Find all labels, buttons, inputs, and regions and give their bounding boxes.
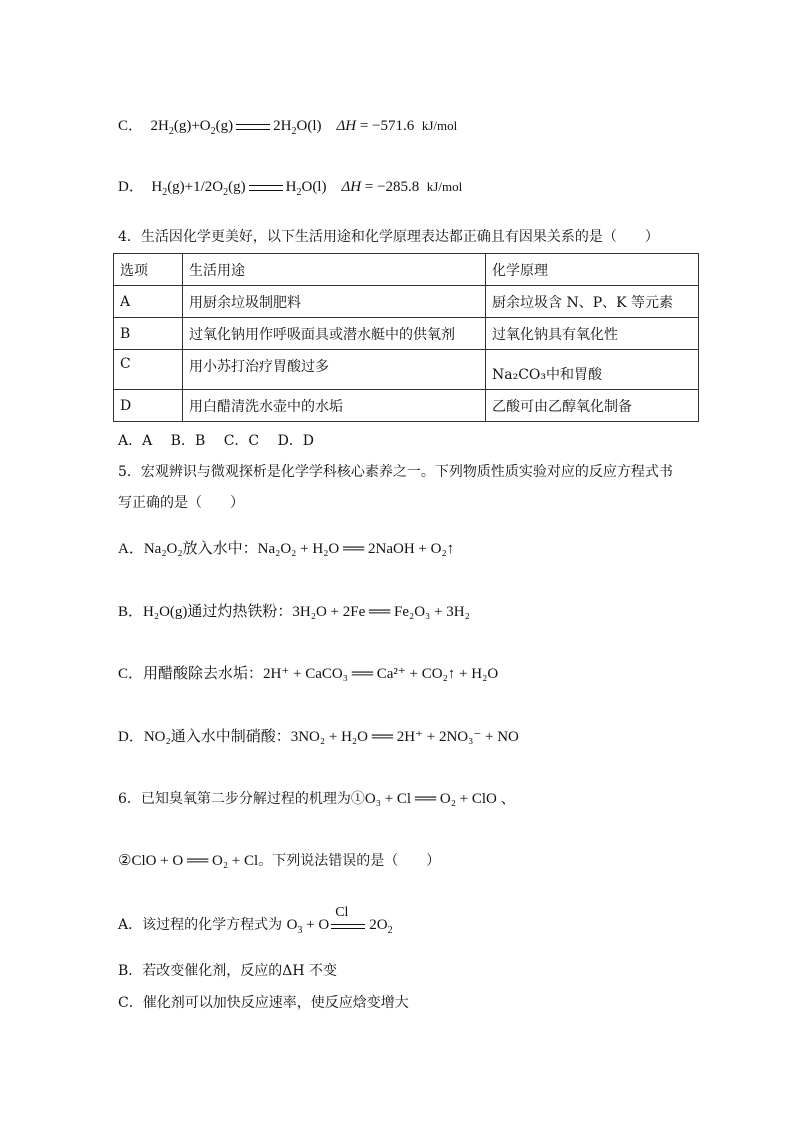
question-5-line-2: 写正确的是（ ） xyxy=(118,495,244,511)
table-cell: 用小苏打治疗胃酸过多 xyxy=(183,350,486,390)
table-header-row xyxy=(114,254,699,286)
table-cell: 用厨余垃圾制肥料 xyxy=(183,286,486,318)
question-5-line-1: 5．宏观辨识与微观探析是化学学科核心素养之一。下列物质性质实验对应的反应方程式书 xyxy=(118,464,673,480)
table-cell: 用白醋清洗水壶中的水垢 xyxy=(183,390,486,422)
catalyst-arrow: Cl xyxy=(329,915,369,935)
q5-option-d: D．NO₂通入水中制硝酸：3NO₂ + H₂O ══ 2H⁺ + 2NO₃⁻ + NO xyxy=(118,729,519,745)
q6-option-b: B．若改变催化剂，反应的ΔH 不变 xyxy=(118,963,338,979)
table-cell: D xyxy=(114,390,183,422)
q6-option-c: C．催化剂可以加快反应速率，使反应焓变增大 xyxy=(118,995,409,1011)
table-row xyxy=(114,390,699,422)
table-cell: 厨余垃圾含 N、P、K 等元素 xyxy=(486,286,699,318)
q6-option-a: A．该过程的化学方程式为 $O_3 + O$ Cl $2O_2$ xyxy=(118,905,393,936)
table-cell: 过氧化钠具有氧化性 xyxy=(486,318,699,350)
q3-option-c: C． $2H_2(g)+O_2(g)$ $2H_2O(l)$ ΔH = −571.6 kJ/mol xyxy=(118,118,458,137)
table-cell: A xyxy=(114,286,183,318)
q4-table xyxy=(113,253,699,422)
q5-option-b: B．H₂O(g)通过灼热铁粉：3H₂O + 2Fe ══ Fe₂O₃ + 3H₂ xyxy=(118,604,470,620)
table-row xyxy=(114,350,699,390)
table-header: 选项 xyxy=(114,254,183,286)
table-header: 生活用途 xyxy=(183,254,486,286)
q4-answer-options: A．A B．B C．C D．D xyxy=(118,433,315,449)
question-6-line-1: 6．已知臭氧第二步分解过程的机理为①O₃ + Cl ══ O₂ + ClO 、 xyxy=(118,791,516,807)
table-row xyxy=(114,318,699,350)
table-header: 化学原理 xyxy=(486,254,699,286)
table-cell: C xyxy=(114,350,183,390)
table-cell: 乙酸可由乙醇氧化制备 xyxy=(486,390,699,422)
question-6-line-2: ②ClO + O ══ O₂ + Cl。下列说法错误的是（ ） xyxy=(118,853,441,869)
table-cell: 过氧化钠用作呼吸面具或潜水艇中的供氧剂 xyxy=(183,318,486,350)
q3-option-d: D． $H_2(g)+1/2O_2(g)$ $H_2O(l)$ ΔH = −285.8 kJ/mol xyxy=(118,179,463,198)
table-cell: B xyxy=(114,318,183,350)
table-row xyxy=(114,286,699,318)
q5-option-c: C．用醋酸除去水垢：2H⁺ + CaCO₃ ══ Ca²⁺ + CO₂↑ + H₂O xyxy=(118,666,499,682)
question-4: 4．生活因化学更美好，以下生活用途和化学原理表达都正确且有因果关系的是（ ） xyxy=(118,229,659,245)
table-cell: Na₂CO₃中和胃酸 xyxy=(486,350,699,390)
q5-option-a: A．Na₂O₂放入水中：Na₂O₂ + H₂O ══ 2NaOH + O₂↑ xyxy=(118,541,455,557)
